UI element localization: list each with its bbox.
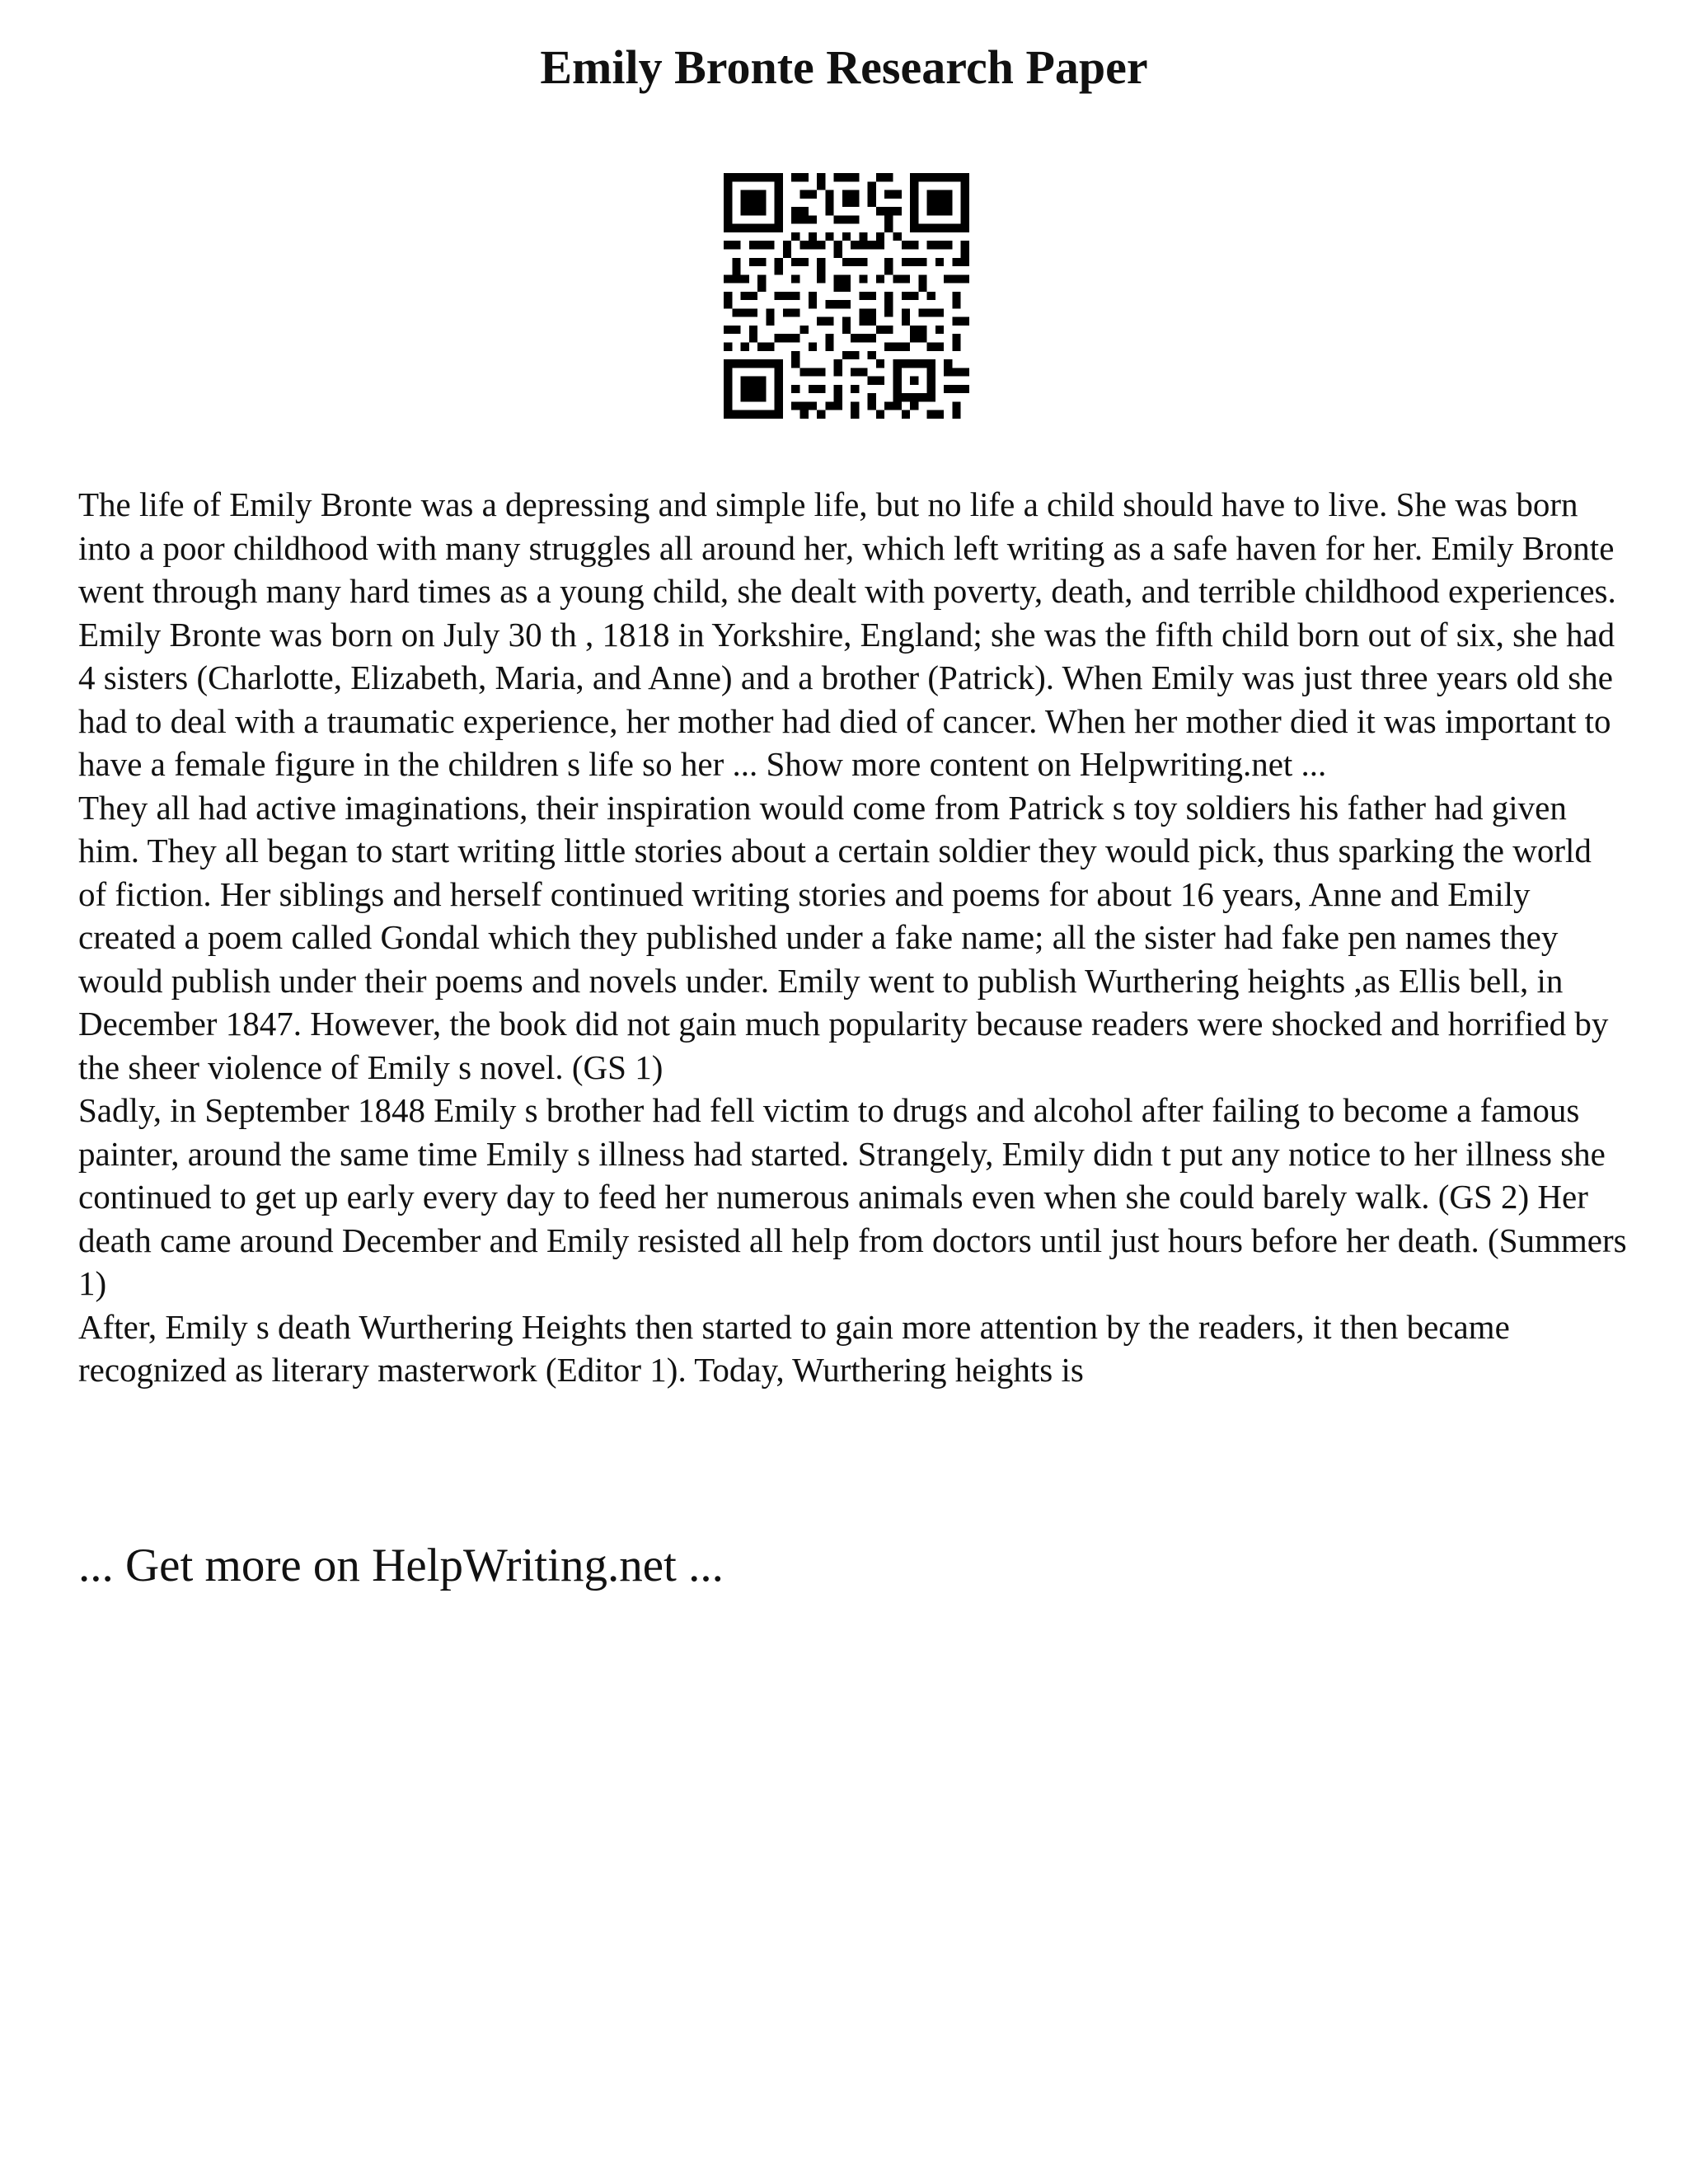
paragraph: They all had active imaginations, their inspiration would come from Patrick s toy soldiers his father had given him. They all began to start writing little stories about a certain soldier they would pick, thus sparking the world of fiction. Her siblings and herself continued writing stories and poems for about 16 years, Anne and Emily created a poem called Gondal which they published under a fake name; all the sister had fake pen names they would publish under their poems and novels under. Emily went to publish Wurthering heights ,as Ellis bell, in December 1847. However, the book did not gain much popularity because readers were shocked and horrified by the sheer violence of Emily s novel. (GS 1) xyxy=(78,788,1609,1086)
get-more-link[interactable]: ... Get more on HelpWriting.net ... xyxy=(78,1540,724,1591)
body-text xyxy=(78,483,1628,1392)
qr-code-icon[interactable] xyxy=(724,173,969,419)
page-title: Emily Bronte Research Paper xyxy=(540,40,1148,94)
paragraph: Sadly, in September 1848 Emily s brother had fell victim to drugs and alcohol after failing to become a famous painter, around the same time Emily s illness had started. Strangely, Emily didn t put any notice to her illness she continued to get up early every day to feed her numerous animals even when she could barely walk. (GS 2) Her death came around December and Emily resisted all help from doctors until just hours before her death. (Summers 1) xyxy=(78,1091,1627,1302)
paragraph: After, Emily s death Wurthering Heights then started to gain more attention by the readers, it then became recognized as literary masterwork (Editor 1). Today, Wurthering heights is xyxy=(78,1307,1510,1389)
paragraph: The life of Emily Bronte was a depressing and simple life, but no life a child should have to live. She was born into a poor childhood with many struggles all around her, which left writing as a safe haven for her. Emily Bronte went through many hard times as a young child, she dealt with poverty, death, and terrible childhood experiences. Emily Bronte was born on July 30 th , 1818 in Yorkshire, England; she was the fifth child born out of six, she had 4 sisters (Charlotte, Elizabeth, Maria, and Anne) and a brother (Patrick). When Emily was just three years old she had to deal with a traumatic experience, her mother had died of cancer. When her mother died it was important to have a female figure in the children s life so her ... Show more content on Helpwriting.net ... xyxy=(78,485,1616,783)
